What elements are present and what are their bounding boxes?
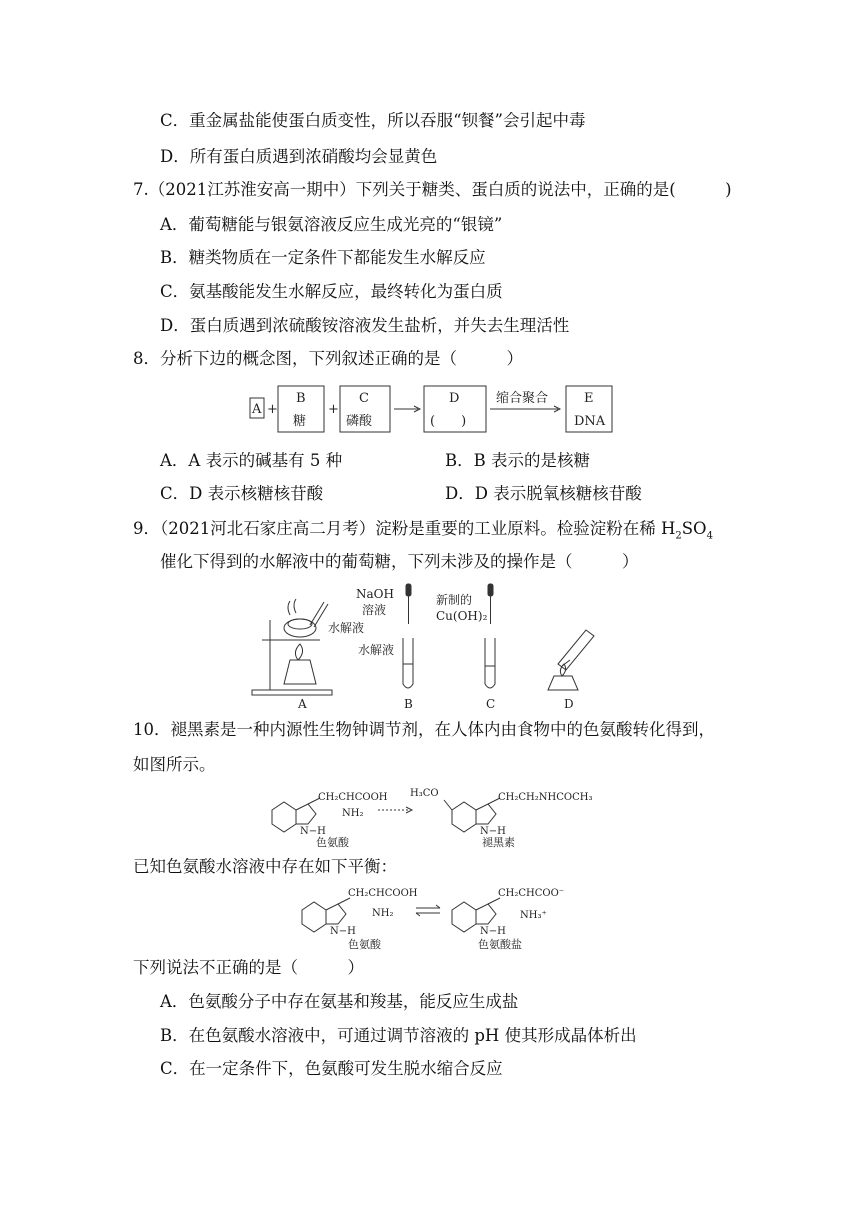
salt-sidechain: CH₂CHCOO⁻ xyxy=(498,888,565,899)
trp-label: 色氨酸 xyxy=(316,836,349,849)
salt-nh3: NH₃⁺ xyxy=(520,910,547,921)
box-a-label: A xyxy=(252,402,262,417)
q7-option-b: B．糖类物质在一定条件下都能发生水解反应 xyxy=(160,248,486,267)
q9-apparatus-figure xyxy=(240,580,620,710)
label-d: D xyxy=(564,697,574,710)
q8-stem: 8．分析下边的概念图，下列叙述正确的是（ ） xyxy=(133,349,523,368)
label-c: C xyxy=(486,697,496,710)
apparatus-b xyxy=(403,584,413,688)
q10-option-a: A．色氨酸分子中存在氨基和羧基，能反应生成盐 xyxy=(160,992,519,1011)
q8-option-b: B．B 表示的是核糖 xyxy=(445,451,590,470)
trp2-nh2: NH₂ xyxy=(372,908,394,919)
box-c-bottom: 磷酸 xyxy=(346,414,373,429)
q8-option-c: C．D 表示核糖核苷酸 xyxy=(160,484,324,503)
option-c-heavy-metal: C．重金属盐能使蛋白质变性，所以吞服“钡餐”会引起中毒 xyxy=(160,111,586,130)
trp2-sidechain: CH₂CHCOOH xyxy=(348,888,418,899)
trp-sidechain: CH₂CHCOOH xyxy=(318,792,388,803)
q9-stem-line1: 9．（2021河北石家庄高二月考）淀粉是重要的工业原料。检验淀粉在稀 $H_2SO_4$ xyxy=(133,519,713,542)
concept-diagram xyxy=(240,380,620,438)
salt-nh: N−H xyxy=(480,926,506,937)
label-cuoh2: Cu(OH)₂ xyxy=(436,609,488,623)
q10-stem-line2: 如图所示。 xyxy=(133,755,216,774)
plus-2: + xyxy=(328,402,339,417)
plus-1: + xyxy=(267,402,278,417)
q7-option-c: C．氨基酸能发生水解反应，最终转化为蛋白质 xyxy=(160,282,503,301)
label-naoh: NaOH xyxy=(356,587,394,601)
box-e-top: E xyxy=(584,391,594,406)
box-b-top: B xyxy=(296,391,306,406)
apparatus-c xyxy=(485,584,495,688)
option-d-nitric-acid: D．所有蛋白质遇到浓硝酸均会显黄色 xyxy=(160,147,438,166)
q9-stem-line2: 催化下得到的水解液中的葡萄糖，下列未涉及的操作是（ ） xyxy=(160,552,639,571)
label-hydrolysate-a: 水解液 xyxy=(328,621,365,635)
label-b: B xyxy=(404,697,413,710)
box-e-bottom: DNA xyxy=(574,414,606,429)
q10-question: 下列说法不正确的是（ ） xyxy=(133,958,364,977)
q8-option-d: D．D 表示脱氧核糖核苷酸 xyxy=(445,484,642,503)
label-hydrolysate-b: 水解液 xyxy=(358,643,395,657)
q10-scheme-equilibrium xyxy=(290,880,590,952)
box-b-bottom: 糖 xyxy=(293,414,307,429)
trp-nh: N−H xyxy=(300,826,326,837)
mel-label: 褪黑素 xyxy=(482,836,515,849)
q10-equilibrium-intro: 已知色氨酸水溶液中存在如下平衡： xyxy=(133,857,397,876)
apparatus-a xyxy=(252,599,332,695)
trp2-nh: N−H xyxy=(330,926,356,937)
q10-stem-line1: 10．褪黑素是一种内源性生物钟调节剂，在人体内由食物中的色氨酸转化得到， xyxy=(133,720,715,739)
q7-stem: 7.（2021江苏淮安高一期中）下列关于糖类、蛋白质的说法中，正确的是( ) xyxy=(133,180,732,199)
box-d-bottom: ( ) xyxy=(430,414,467,429)
q10-scheme-conversion xyxy=(260,780,620,850)
box-d-top: D xyxy=(449,391,460,406)
mel-sidechain: CH₂CH₂NHCOCH₃ xyxy=(498,792,593,803)
q7-option-a: A．葡萄糖能与银氨溶液反应生成光亮的“银镜” xyxy=(160,215,503,234)
q8-option-a: A．A 表示的碱基有 5 种 xyxy=(160,451,343,470)
q10-option-c: C．在一定条件下，色氨酸可发生脱水缩合反应 xyxy=(160,1059,503,1078)
apparatus-d xyxy=(548,630,594,690)
mel-methoxy: H₃CO xyxy=(410,788,439,799)
label-fresh: 新制的 xyxy=(436,593,473,607)
trp2-label: 色氨酸 xyxy=(348,938,381,951)
arrow-label-polymerization: 缩合聚合 xyxy=(496,391,549,406)
trp-nh2: NH₂ xyxy=(342,808,364,819)
label-solution: 溶液 xyxy=(362,603,387,617)
box-c-top: C xyxy=(359,391,369,406)
q10-option-b: B．在色氨酸水溶液中，可通过调节溶液的 pH 使其形成晶体析出 xyxy=(160,1026,637,1045)
label-a: A xyxy=(298,697,307,710)
salt-label: 色氨酸盐 xyxy=(478,938,522,951)
q7-option-d: D．蛋白质遇到浓硫酸铵溶液发生盐析，并失去生理活性 xyxy=(160,316,570,335)
mel-nh: N−H xyxy=(480,826,506,837)
